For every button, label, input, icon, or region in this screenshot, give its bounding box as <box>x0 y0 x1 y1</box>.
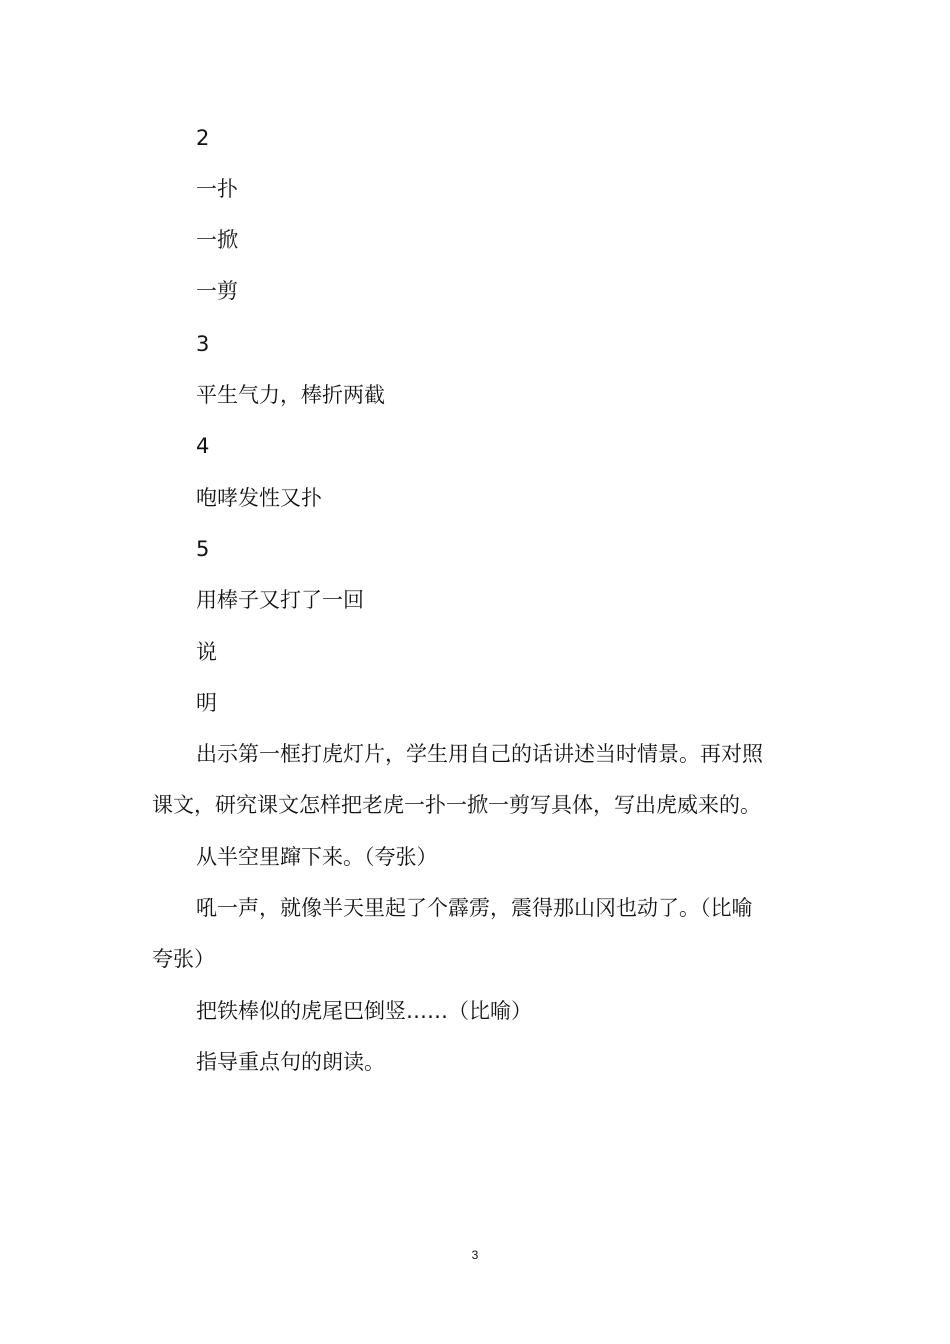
text-line: 用棒子又打了一回 <box>196 588 364 612</box>
text-line: 3 <box>196 332 210 356</box>
text-line: 一掀 <box>196 228 238 252</box>
paragraph-line: 课文，研究课文怎样把老虎一扑一掀一剪写具体，写出虎威来的。 <box>152 793 761 817</box>
page-number: 3 <box>471 1248 479 1262</box>
text-line: 4 <box>196 434 210 458</box>
paragraph-line: 从半空里蹿下来。（夸张） <box>196 845 438 869</box>
text-line: 平生气力，棒折两截 <box>196 383 385 407</box>
paragraph-line: 吼一声，就像半天里起了个霹雳，震得那山冈也动了。（比喻 <box>196 896 753 920</box>
text-line: 说 <box>196 640 217 664</box>
text-line: 咆哮发性又扑 <box>196 486 322 510</box>
paragraph-line: 夸张） <box>152 947 215 971</box>
paragraph-line: 指导重点句的朗读。 <box>196 1050 385 1074</box>
text-line: 5 <box>196 537 210 561</box>
text-line: 明 <box>196 691 217 715</box>
text-line: 一剪 <box>196 279 238 303</box>
paragraph-line: 把铁棒似的虎尾巴倒竖……（比喻） <box>196 999 532 1023</box>
text-line: 2 <box>196 126 210 150</box>
paragraph-line: 出示第一框打虎灯片，学生用自己的话讲述当时情景。再对照 <box>196 742 763 766</box>
text-line: 一扑 <box>196 177 238 201</box>
